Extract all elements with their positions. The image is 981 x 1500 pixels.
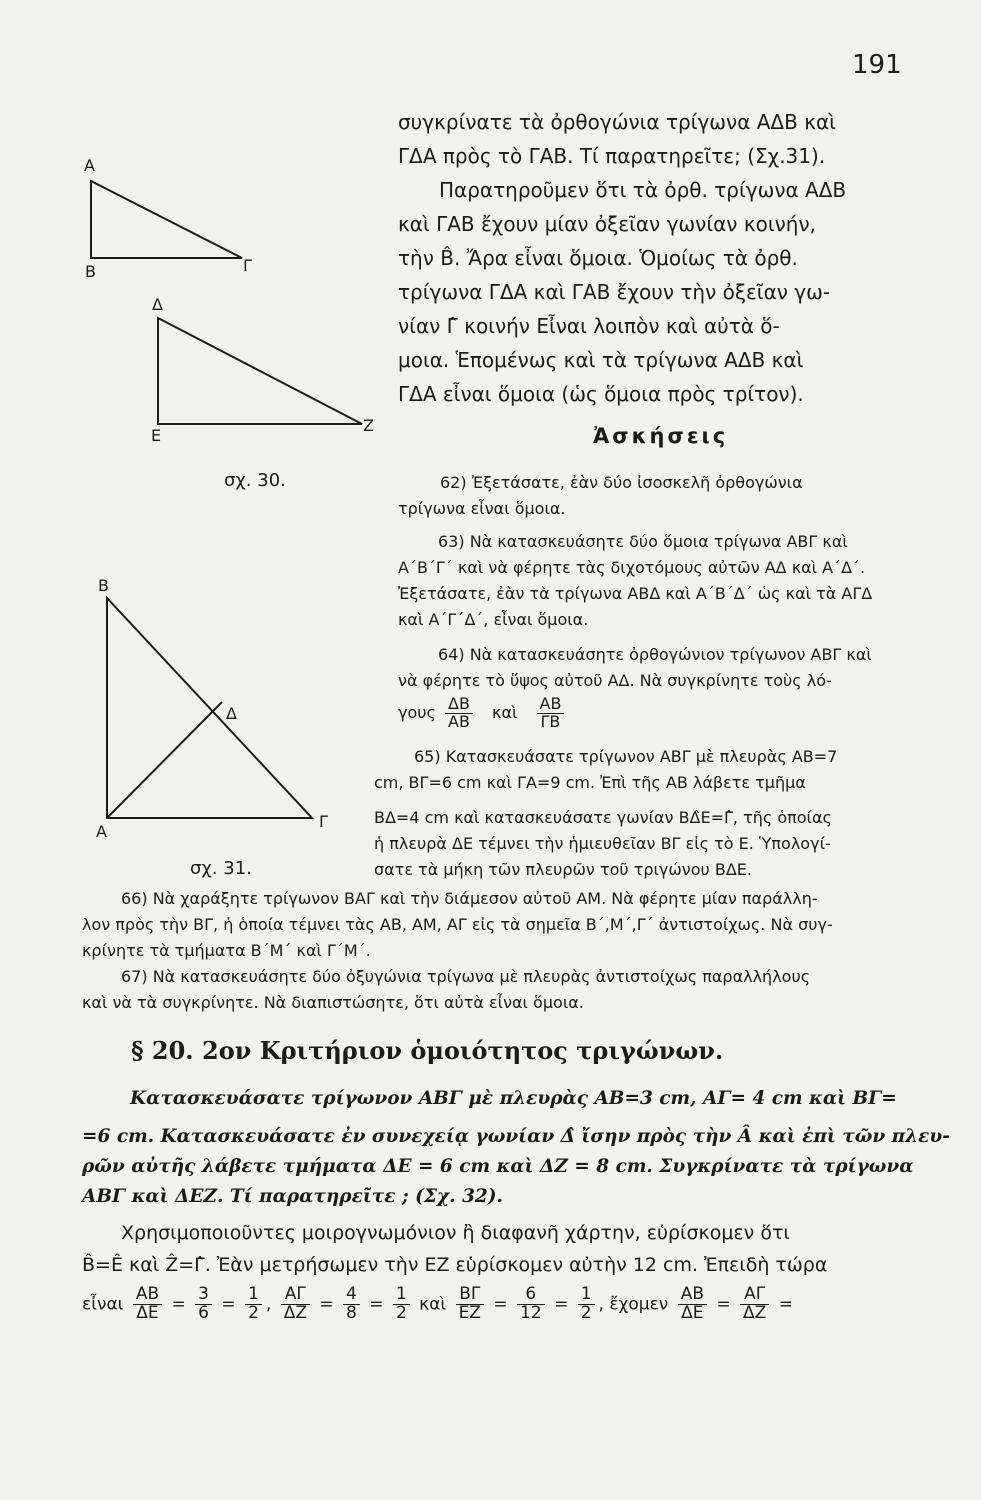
denominator: 8 bbox=[346, 1302, 357, 1323]
text-line: cm, ΒΓ=6 cm καὶ ΓΑ=9 cm. Ἐπὶ τῆς ΑΒ λάβετε τμῆμα bbox=[374, 773, 806, 792]
text-line: =6 cm. Κατασκευάσατε ἐν συνεχείᾳ γωνίαν Δ̂ ἴσην πρὸς τὴν Â καὶ ἐπὶ τῶν πλευ- bbox=[82, 1126, 950, 1147]
equals: = bbox=[493, 1294, 508, 1315]
text-line: ρῶν αὐτῆς λάβετε τμήματα ΔΕ = 6 cm καὶ ΔΖ = 8 cm. Συγκρίνατε τὰ τρίγωνα bbox=[82, 1156, 914, 1177]
label-d: Δ bbox=[152, 295, 163, 314]
text-line: λον πρὸς τὴν ΒΓ, ἡ ὁποία τέμνει τὰς ΑΒ, ΑΜ, ΑΓ εἰς τὰ σημεῖα Β΄,Μ΄,Γ΄ ἀντιστοίχως. Νὰ συγ- bbox=[82, 915, 833, 934]
text-line: συγκρίνατε τὰ ὀρθογώνια τρίγωνα ΑΔΒ καὶ bbox=[398, 110, 836, 134]
label-d: Δ bbox=[226, 704, 237, 723]
label-g: Γ bbox=[243, 256, 252, 275]
numerator: 4 bbox=[343, 1286, 360, 1305]
label-z: Ζ bbox=[363, 416, 374, 435]
fraction bbox=[537, 696, 565, 731]
text-line: καὶ νὰ τὰ συγκρίνητε. Νὰ διαπιστώσητε, ὅτι αὐτὰ εἶναι ὅμοια. bbox=[82, 993, 584, 1012]
text-line: Χρησιμοποιοῦντες μοιρογνωμόνιον ἢ διαφανῆ χάρτην, εὑρίσκομεν ὅτι bbox=[121, 1222, 790, 1244]
text-line: καὶ Α΄Γ΄Δ΄, εἶναι ὅμοια. bbox=[398, 610, 589, 629]
text-line: 65) Κατασκευάσατε τρίγωνον ΑΒΓ μὲ πλευρὰς ΑΒ=7 bbox=[414, 747, 838, 766]
numerator: 1 bbox=[393, 1286, 410, 1305]
denominator: ΑΒ bbox=[448, 711, 470, 731]
denominator: ΕΖ bbox=[458, 1302, 481, 1323]
denominator: ΔΖ bbox=[283, 1302, 307, 1323]
fraction bbox=[133, 1286, 162, 1323]
text-line: 62) Ἐξετάσατε, ἐὰν δύο ἰσοσκελῆ ὀρθογώνια bbox=[440, 473, 803, 492]
text-line: μοια. Ἑπομένως καὶ τὰ τρίγωνα ΑΔΒ καὶ bbox=[398, 348, 804, 372]
text: εἶναι bbox=[82, 1294, 124, 1315]
label-e: Ε bbox=[151, 426, 162, 445]
text-line: τρίγωνα ΓΔΑ καὶ ΓΑΒ ἔχουν τὴν ὀξεῖαν γω- bbox=[398, 280, 831, 304]
numerator: ΑΒ bbox=[133, 1286, 162, 1305]
figure-30-caption: σχ. 30. bbox=[224, 470, 286, 491]
text-line: ΑΒΓ καὶ ΔΕΖ. Τί παρατηρεῖτε ; (Σχ. 32). bbox=[82, 1186, 504, 1207]
numerator: 1 bbox=[245, 1286, 262, 1305]
fraction bbox=[393, 1286, 410, 1323]
denominator: ΔΕ bbox=[681, 1302, 704, 1323]
denominator: 2 bbox=[580, 1302, 592, 1323]
text-line: ΒΔ=4 cm καὶ κατασκευάσατε γωνίαν ΒΔ̂Ε=Γ̂, τῆς ὁποίας bbox=[374, 808, 832, 827]
comma: , bbox=[265, 1294, 272, 1315]
text-line: 64) Νὰ κατασκευάσητε ὀρθογώνιον τρίγωνον ΑΒΓ καὶ bbox=[438, 645, 872, 664]
text-line: Κατασκευάσατε τρίγωνον ΑΒΓ μὲ πλευρὰς ΑΒ=3 cm, ΑΓ= 4 cm καὶ ΒΓ= bbox=[130, 1088, 897, 1109]
text-line: ἡ πλευρὰ ΔΕ τέμνει τὴν ἡμιευθεῖαν ΒΓ εἰς τὸ Ε. Ὑπολογί- bbox=[374, 834, 831, 853]
label-g: Γ bbox=[319, 812, 328, 831]
equals: = bbox=[319, 1294, 334, 1315]
text-line: τρίγωνα εἶναι ὅμοια. bbox=[398, 499, 566, 518]
denominator: 2 bbox=[248, 1302, 259, 1323]
fraction bbox=[195, 1286, 212, 1323]
exercises-title: Ἀσκήσεις bbox=[593, 424, 729, 448]
numerator: ΔΒ bbox=[445, 696, 473, 714]
numerator: ΒΓ bbox=[456, 1286, 484, 1305]
text: ἔχομεν bbox=[609, 1294, 669, 1315]
text-line: τὴν B̂. Ἄρα εἶναι ὅμοια. Ὁμοίως τὰ ὀρθ. bbox=[398, 246, 798, 270]
text: καὶ bbox=[492, 702, 518, 722]
fraction bbox=[281, 1286, 310, 1323]
fraction bbox=[343, 1286, 360, 1323]
numerator: ΑΒ bbox=[537, 696, 565, 714]
text-line: καὶ ΓΑΒ ἔχουν μίαν ὀξεῖαν γωνίαν κοινήν, bbox=[398, 212, 816, 236]
fraction bbox=[517, 1286, 545, 1323]
fraction bbox=[678, 1286, 707, 1323]
figure-31-triangle bbox=[0, 0, 400, 900]
fraction bbox=[456, 1286, 484, 1323]
text-line: 63) Νὰ κατασκευάσητε δύο ὅμοια τρίγωνα ΑΒΓ καὶ bbox=[438, 532, 848, 551]
denominator: 12 bbox=[520, 1302, 542, 1323]
text-line: ΓΔΑ πρὸς τὸ ΓΑΒ. Τί παρατηρεῖτε; (Σχ.31). bbox=[398, 144, 826, 168]
equation-line bbox=[82, 1286, 793, 1323]
text: καὶ bbox=[419, 1294, 447, 1315]
denominator: ΔΕ bbox=[136, 1302, 159, 1323]
text-line: 67) Νὰ κατασκευάσητε δύο ὀξυγώνια τρίγωνα μὲ πλευρὰς ἀντιστοίχως παραλλήλους bbox=[121, 967, 811, 986]
numerator: 6 bbox=[517, 1286, 545, 1305]
label-a: Α bbox=[84, 156, 95, 175]
section-heading: § 20. 2ον Κριτήριον ὁμοιότητος τριγώνων. bbox=[131, 1036, 724, 1065]
fraction bbox=[740, 1286, 769, 1323]
equals: = bbox=[554, 1294, 569, 1315]
text-line: Α΄Β΄Γ΄ καὶ νὰ φέρητε τὰς διχοτόμους αὐτῶν ΑΔ καὶ Α΄Δ΄. bbox=[398, 558, 866, 577]
numerator: ΑΓ bbox=[281, 1286, 310, 1305]
denominator: ΔΖ bbox=[743, 1302, 767, 1323]
denominator: 6 bbox=[198, 1302, 209, 1323]
ratio-line bbox=[398, 696, 568, 731]
text-line: 66) Νὰ χαράξητε τρίγωνον ΒΑΓ καὶ τὴν διάμεσον αὐτοῦ ΑΜ. Νὰ φέρητε μίαν παράλλη- bbox=[121, 889, 818, 908]
text: γους bbox=[398, 702, 436, 722]
label-b: Β bbox=[85, 262, 96, 281]
text-line: νὰ φέρητε τὸ ὕψος αὐτοῦ ΑΔ. Νὰ συγκρίνητε τοὺς λό- bbox=[398, 671, 832, 690]
numerator: ΑΓ bbox=[740, 1286, 769, 1305]
fraction bbox=[445, 696, 473, 731]
equals: = bbox=[778, 1294, 793, 1315]
label-a: Α bbox=[96, 822, 107, 841]
denominator: ΓΒ bbox=[540, 711, 561, 731]
numerator: ΑΒ bbox=[678, 1286, 707, 1305]
text-line: Ἐξετάσατε, ἐὰν τὰ τρίγωνα ΑΒΔ καὶ Α΄Β΄Δ΄ ὡς καὶ τὰ ΑΓΔ bbox=[398, 584, 873, 603]
numerator: 1 bbox=[578, 1286, 595, 1305]
fraction bbox=[245, 1286, 262, 1323]
text-line: σατε τὰ μήκη τῶν πλευρῶν τοῦ τριγώνου ΒΔΕ. bbox=[374, 860, 752, 879]
figure-31-caption: σχ. 31. bbox=[190, 858, 252, 879]
comma: , bbox=[598, 1294, 604, 1315]
label-b: Β bbox=[98, 576, 109, 595]
text-line: B̂=Ê καὶ Ẑ=Γ̂. Ἐὰν μετρήσωμεν τὴν ΕΖ εὑρίσκομεν αὐτὴν 12 cm. Ἐπειδὴ τώρα bbox=[82, 1254, 828, 1276]
page-number: 191 bbox=[852, 50, 902, 80]
fraction bbox=[578, 1286, 595, 1323]
equals: = bbox=[369, 1294, 384, 1315]
text-line: ΓΔΑ εἶναι ὅμοια (ὡς ὅμοια πρὸς τρίτον). bbox=[398, 382, 804, 406]
equals: = bbox=[221, 1294, 236, 1315]
text-line: νίαν Γ̂ κοινήν Εἶναι λοιπὸν καὶ αὐτὰ ὅ- bbox=[398, 314, 780, 338]
text-line: κρίνητε τὰ τμήματα Β΄Μ΄ καὶ Γ΄Μ΄. bbox=[82, 941, 371, 960]
numerator: 3 bbox=[195, 1286, 212, 1305]
equals: = bbox=[171, 1294, 186, 1315]
text-line: Παρατηροῦμεν ὅτι τὰ ὀρθ. τρίγωνα ΑΔΒ bbox=[439, 178, 847, 202]
equals: = bbox=[716, 1294, 731, 1315]
denominator: 2 bbox=[395, 1302, 407, 1323]
